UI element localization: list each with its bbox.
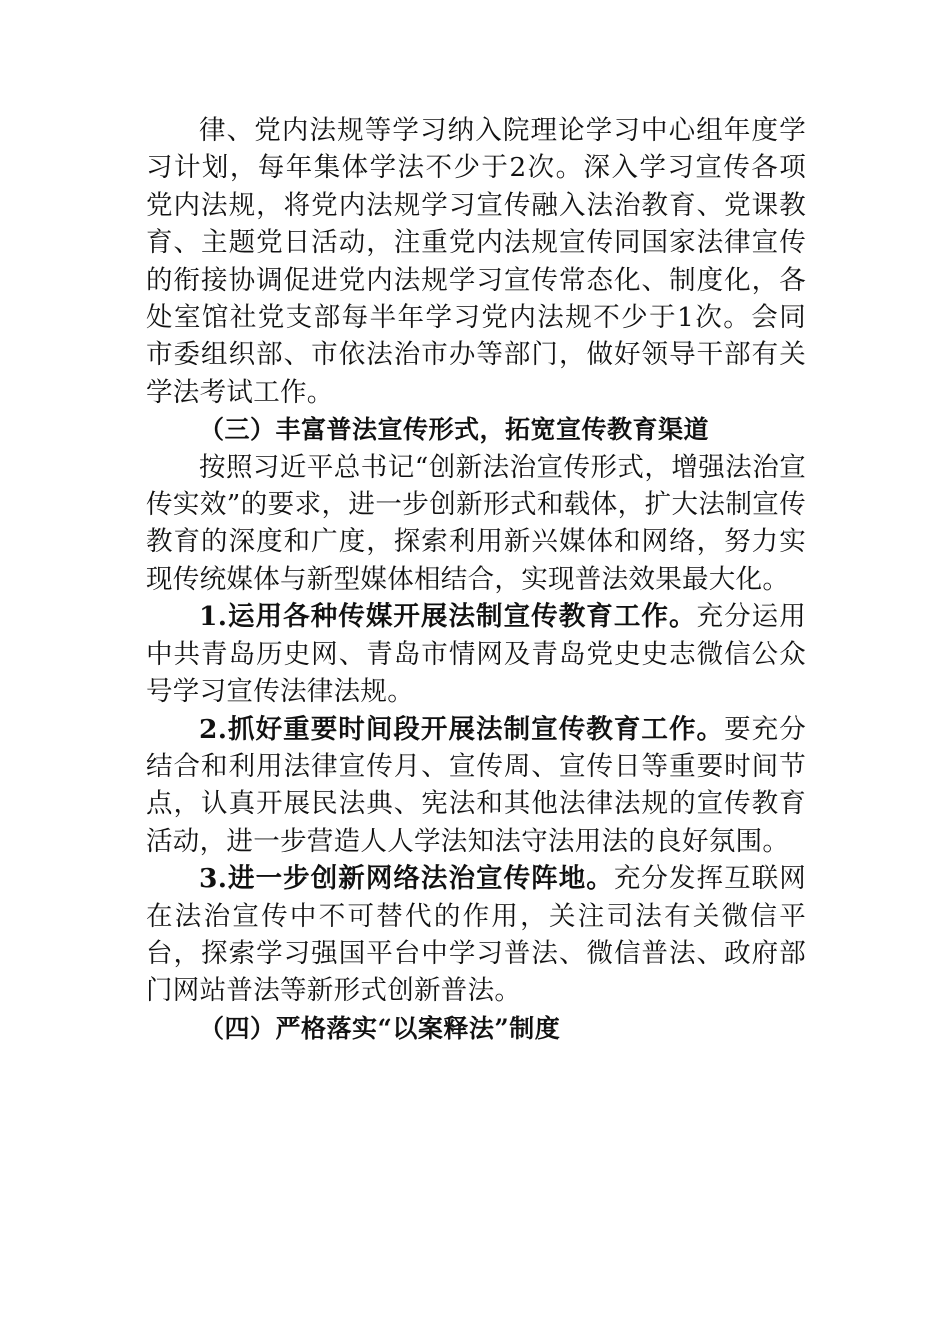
list-item-3-lead: 3.进一步创新网络法治宣传阵地。 [199, 863, 614, 895]
list-item-1-body: 充分运用中共青岛历史网、青岛市情网及青岛党史史志微信公众号学习宣传法律法规。 [146, 601, 806, 708]
document-page [146, 112, 806, 1047]
list-item-2 [146, 711, 806, 861]
list-item-2-lead: 2.抓好重要时间段开展法制宣传教育工作。 [199, 713, 725, 745]
section-heading-3: （三）丰富普法宣传形式，拓宽宣传教育渠道 [199, 415, 710, 445]
list-item-2-body: 要充分结合和利用法律宣传月、宣传周、宣传日等重要时间节点，认真开展民法典、宪法和其他法律法规的宣传教育活动，进一步营造人人学法知法守法用法的良好氛围。 [146, 713, 806, 857]
list-item-1 [146, 598, 806, 710]
paragraph-party-regulations: 律、党内法规等学习纳入院理论学习中心组年度学习计划，每年集体学法不少于2次。深入学习宣传各项党内法规，将党内法规学习宣传融入法治教育、党课教育、主题党日活动，注重党内法规宣传同国家法律宣传的衔接协调促进党内法规学习宣传常态化、制度化，各处室馆社党支部每半年学习党内法规不少于1次。会同市委组织部、市依法治市办等部门，做好领导干部有关学法考试工作。 [146, 115, 806, 408]
paragraph-propaganda-forms: 按照习近平总书记“创新法治宣传形式，增强法治宣传实效”的要求，进一步创新形式和载体，扩大法制宣传教育的深度和广度，探索利用新兴媒体和网络，努力实现传统媒体与新型媒体相结合，实现普法效果最大化。 [146, 451, 806, 595]
list-item-1-lead: 1.运用各种传媒开展法制宣传教育工作。 [199, 601, 697, 633]
list-item-3 [146, 860, 806, 1010]
section-heading-4: （四）严格落实“以案释法”制度 [199, 1013, 561, 1043]
list-item-3-body: 充分发挥互联网在法治宣传中不可替代的作用，关注司法有关微信平台，探索学习强国平台中学习普法、微信普法、政府部门网站普法等新形式创新普法。 [146, 863, 806, 1007]
